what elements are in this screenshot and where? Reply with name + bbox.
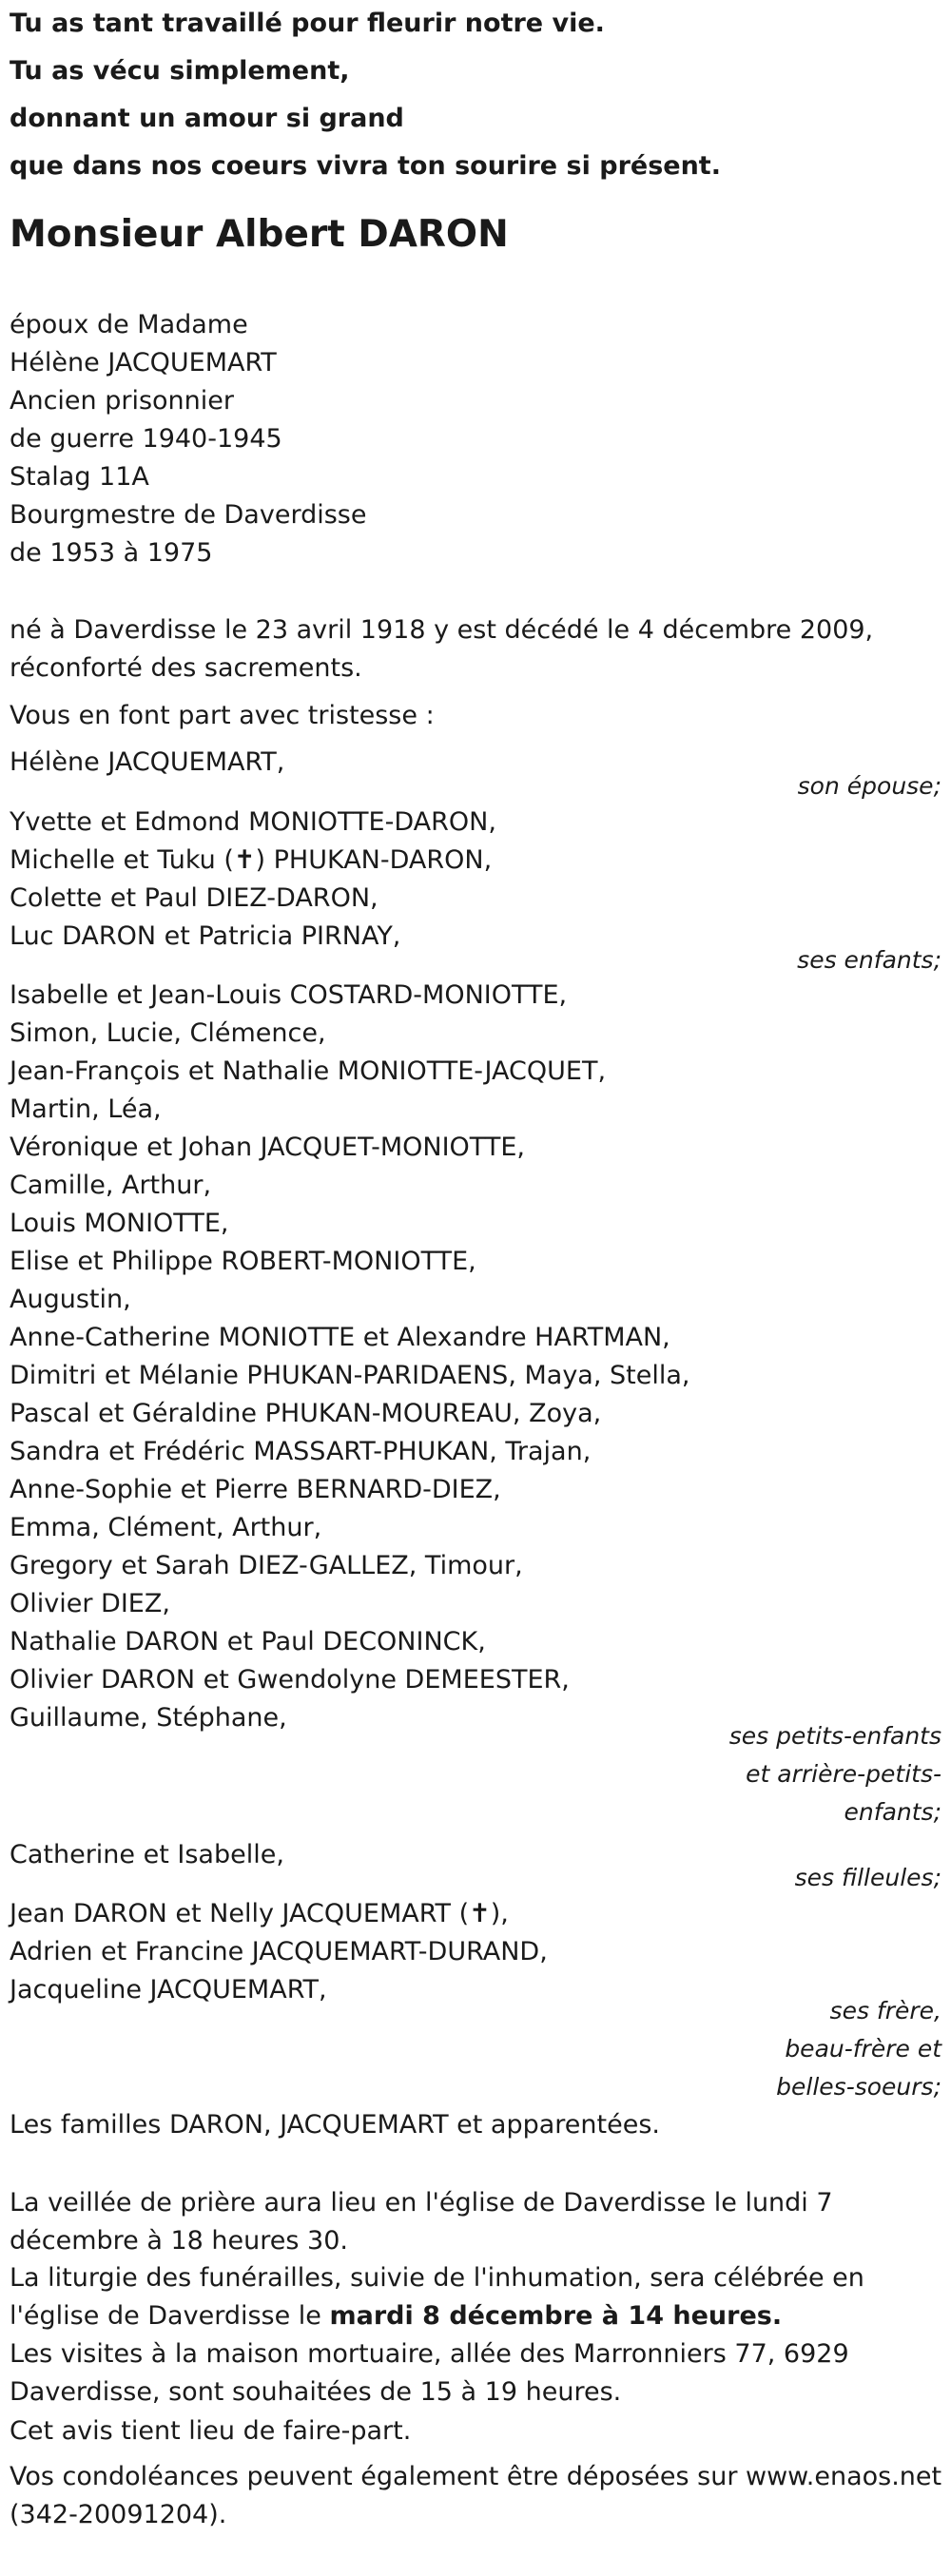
funeral-prefix: La liturgie des funérailles, suivie de l'inhumation, sera célébrée en l'église de Daverdisse le (10, 2263, 864, 2331)
family-name-line: Hélène JACQUEMART, (10, 747, 285, 777)
family-name-line: Pascal et Géraldine PHUKAN-MOUREAU, Zoya, (10, 1399, 602, 1428)
family-name-line: Sandra et Frédéric MASSART-PHUKAN, Trajan, (10, 1437, 592, 1466)
notice-text: Cet avis tient lieu de faire-part. (10, 2416, 412, 2446)
birth-death-line: né à Daverdisse le 23 avril 1918 y est décédé le 4 décembre 2009, (10, 615, 874, 645)
grandchildren-names (10, 977, 951, 1737)
bio-line: de guerre 1940-1945 (10, 424, 282, 454)
role-line: belles-soeurs; (776, 2073, 941, 2101)
family-name-line: Colette et Paul DIEZ-DARON, (10, 883, 378, 913)
birth-death-line: réconforté des sacrements. (10, 653, 362, 683)
family-name-line: Elise et Philippe ROBERT-MONIOTTE, (10, 1247, 476, 1276)
role-line: beau-frère et (785, 2035, 941, 2063)
family-name-line: Anne-Sophie et Pierre BERNARD-DIEZ, (10, 1475, 501, 1504)
vigil-text: La veillée de prière aura lieu en l'église de Daverdisse le lundi 7 décembre à 18 heures 30. (10, 2188, 833, 2256)
family-name-line: Olivier DARON et Gwendolyne DEMEESTER, (10, 1665, 570, 1695)
goddaughters-role (795, 1859, 941, 1897)
poem-line: Tu as vécu simplement, (10, 56, 350, 86)
bio-line: Ancien prisonnier (10, 386, 234, 416)
family-name-line: Augustin, (10, 1285, 131, 1314)
family-name-line: Guillaume, Stéphane, (10, 1703, 287, 1733)
children-role (797, 941, 941, 979)
intro-text: Vous en font part avec tristesse : (10, 701, 435, 730)
funeral-date: mardi 8 décembre à 14 heures. (329, 2301, 783, 2331)
family-name-line: Nathalie DARON et Paul DECONINCK, (10, 1627, 486, 1656)
family-name-line: Anne-Catherine MONIOTTE et Alexandre HARTMAN, (10, 1323, 670, 1352)
role-line: son épouse; (797, 772, 941, 800)
poem-line: que dans nos coeurs vivra ton sourire si présent. (10, 151, 721, 181)
family-name-line: Martin, Léa, (10, 1094, 162, 1124)
bio-line: époux de Madame (10, 310, 248, 339)
visits-text: Les visites à la maison mortuaire, allée des Marronniers 77, 6929 Daverdisse, sont souhaitées de 15 à 19 heures. (10, 2339, 849, 2407)
family-name-line: Luc DARON et Patricia PIRNAY, (10, 921, 401, 951)
families-text: Les familles DARON, JACQUEMART et apparentées. (10, 2110, 660, 2140)
poem-line: donnant un amour si grand (10, 104, 404, 133)
role-line: ses enfants; (797, 946, 941, 974)
family-name-line: Simon, Lucie, Clémence, (10, 1018, 326, 1048)
family-name-line: Véronique et Johan JACQUET-MONIOTTE, (10, 1133, 525, 1162)
family-name-line: Olivier DIEZ, (10, 1589, 170, 1618)
role-line: enfants; (844, 1798, 941, 1826)
condolences-text: Vos condoléances peuvent également être déposées sur www.enaos.net (342-20091204). (10, 2462, 942, 2529)
family-name-line: Jean DARON et Nelly JACQUEMART (✝), (10, 1899, 509, 1928)
role-line: ses frère, (829, 1997, 941, 2024)
family-name-line: Jean-François et Nathalie MONIOTTE-JACQUET, (10, 1056, 607, 1086)
family-name-line: Yvette et Edmond MONIOTTE-DARON, (10, 807, 496, 837)
family-name-line: Emma, Clément, Arthur, (10, 1513, 322, 1542)
family-name-line: Catherine et Isabelle, (10, 1840, 284, 1869)
family-name-line: Michelle et Tuku (✝) PHUKAN-DARON, (10, 845, 493, 875)
siblings-role (776, 1992, 941, 2106)
intro (10, 697, 951, 735)
role-line: ses filleules; (794, 1864, 941, 1891)
deceased-name: Monsieur Albert DARON (10, 213, 509, 256)
grandchildren-role (729, 1717, 941, 1831)
family-name-line: Louis MONIOTTE, (10, 1209, 229, 1238)
role-line: ses petits-enfants (728, 1722, 941, 1750)
poem (10, 0, 951, 190)
bio-line: de 1953 à 1975 (10, 538, 213, 568)
spouse-role (798, 767, 941, 805)
families (10, 2106, 951, 2144)
poem-line: Tu as tant travaillé pour fleurir notre vie. (10, 9, 605, 38)
bio-line: Stalag 11A (10, 462, 149, 492)
family-name-line: Camille, Arthur, (10, 1171, 212, 1200)
birth-death (10, 611, 951, 688)
role-line: et arrière-petits- (746, 1760, 941, 1788)
family-name-line: Adrien et Francine JACQUEMART-DURAND, (10, 1937, 548, 1966)
family-name-line: Isabelle et Jean-Louis COSTARD-MONIOTTE, (10, 980, 568, 1010)
funeral-text (10, 2259, 946, 2335)
biography (10, 306, 951, 572)
family-name-line: Jacqueline JACQUEMART, (10, 1975, 327, 2005)
bio-line: Hélène JACQUEMART (10, 348, 277, 378)
bio-line: Bourgmestre de Daverdisse (10, 500, 367, 530)
family-name-line: Gregory et Sarah DIEZ-GALLEZ, Timour, (10, 1551, 523, 1580)
children-names (10, 804, 951, 956)
family-name-line: Dimitri et Mélanie PHUKAN-PARIDAENS, Maya, Stella, (10, 1361, 690, 1390)
